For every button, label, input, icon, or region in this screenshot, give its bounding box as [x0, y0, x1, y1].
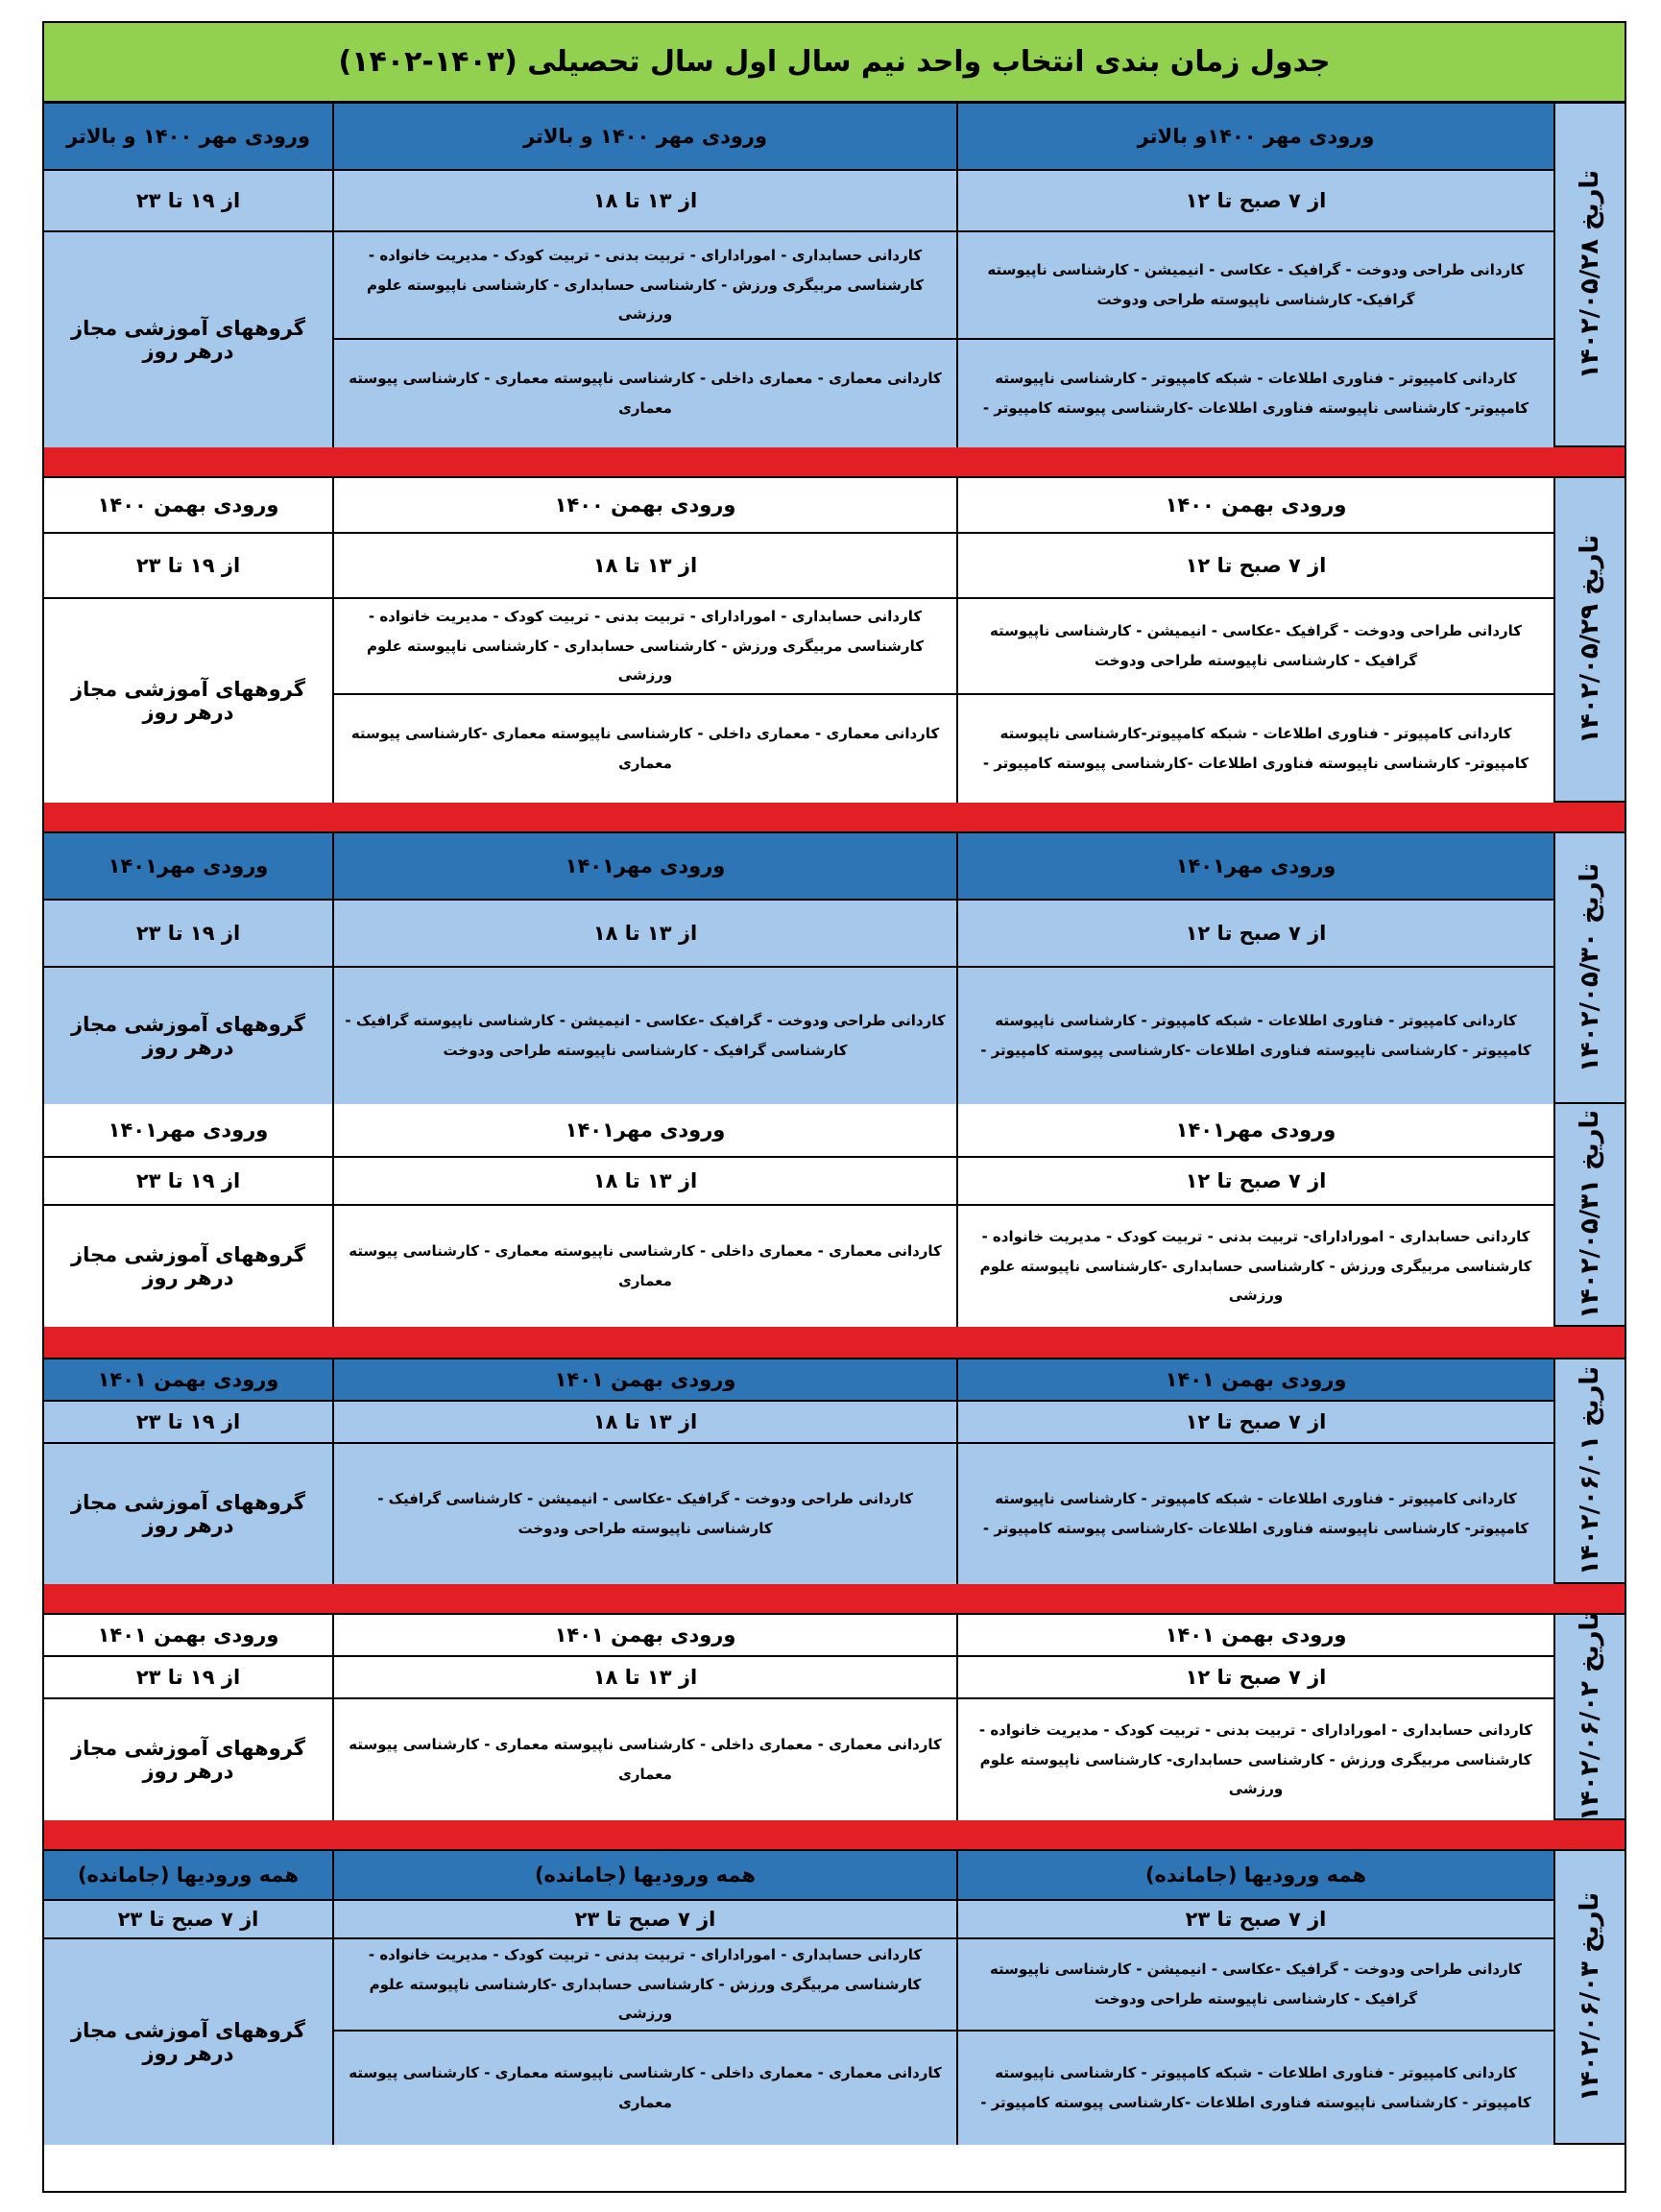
time-slot: از ۱۳ تا ۱۸ [332, 534, 956, 599]
intake-header: ورودی بهمن ۱۴۰۱ [44, 1615, 332, 1657]
intake-header: ورودی بهمن ۱۴۰۰ [44, 478, 332, 534]
red-separator [44, 1327, 1625, 1359]
time-slot: از ۱۳ تا ۱۸ [332, 901, 956, 968]
allowed-groups-label: گروههای آموزشی مجاز درهر روز [44, 232, 332, 447]
allowed-groups-label: گروههای آموزشی مجاز درهر روز [44, 1444, 332, 1584]
time-slot: از ۷ صبح تا ۱۲ [956, 1158, 1553, 1206]
allowed-groups-label: گروههای آموزشی مجاز درهر روز [44, 1206, 332, 1327]
schedule-section [44, 1104, 1625, 1327]
schedule-section [44, 104, 1625, 447]
intake-header: ورودی مهر۱۴۰۱ [332, 833, 956, 901]
section-date: تاریخ ۱۴۰۲/۰۵/۲۹ [1576, 535, 1604, 744]
date-column [1553, 478, 1625, 801]
schedule-section [44, 1612, 1625, 1821]
group-list: کاردانی طراحی ودوخت - گرافیک - عکاسی - انیمیشن - کارشناسی ناپیوسته گرافیک- کارشناسی ناپیوسته طراحی ودوخت [956, 232, 1553, 340]
schedule-section [44, 1359, 1625, 1584]
group-list: کاردانی طراحی ودوخت - گرافیک -عکاسی - انیمیشن - کارشناسی گرافیک - کارشناسی ناپیوسته طراحی ودوخت [332, 1444, 956, 1584]
section-date: تاریخ ۱۴۰۲/۰۶/۰۳ [1576, 1892, 1604, 2102]
group-list: کاردانی کامپیوتر - فناوری اطلاعات - شبکه کامپیوتر-کارشناسی ناپیوسته کامپیوتر- کارشناسی ناپیوسته فناوری اطلاعات -کارشناسی پیوسته کامپیوتر - [956, 695, 1553, 803]
intake-header: ورودی بهمن ۱۴۰۰ [332, 478, 956, 534]
section-grid [44, 478, 1553, 801]
red-separator [44, 1820, 1625, 1851]
group-list: کاردانی طراحی ودوخت - گرافیک -عکاسی - انیمیشن - کارشناسی ناپیوسته گرافیک - کارشناسی ناپیوسته طراحی ودوخت [956, 1939, 1553, 2032]
time-slot: از ۷ صبح تا ۲۳ [44, 1901, 332, 1939]
schedule-section [44, 1851, 1625, 2145]
intake-header: همه ورودیها (جامانده) [332, 1851, 956, 1901]
group-list: کاردانی حسابداری - امورادارای - تربیت بدنی - تربیت کودک - مدیریت خانواده - کارشناسی مربیگری ورزش - کارشناسی حسابداری - کارشناسی ناپیوسته علوم ورزشی [332, 599, 956, 695]
intake-header: همه ورودیها (جامانده) [44, 1851, 332, 1901]
section-date: تاریخ ۱۴۰۲/۰۵/۲۸ [1576, 170, 1604, 379]
section-grid [44, 104, 1553, 445]
group-list: کاردانی کامپیوتر - فناوری اطلاعات - شبکه کامپیوتر - کارشناسی ناپیوسته کامپیوتر- کارشناسی ناپیوسته فناوری اطلاعات -کارشناسی پیوسته کامپیوتر - [956, 340, 1553, 447]
group-list: کاردانی معماری - معماری داخلی - کارشناسی ناپیوسته معماری -کارشناسی پیوسته معماری [332, 695, 956, 803]
group-list: کاردانی حسابداری - امورادارای - تربیت بدنی - تربیت کودک - مدیریت خانواده - کارشناسی مربیگری ورزش - کارشناسی حسابداری- کارشناسی ناپیوسته علوم ورزشی [956, 1699, 1553, 1820]
red-separator [44, 1584, 1625, 1615]
time-slot: از ۷ صبح تا ۱۲ [956, 1402, 1553, 1444]
intake-header: ورودی بهمن ۱۴۰۱ [332, 1359, 956, 1402]
time-slot: از ۷ صبح تا ۲۳ [956, 1901, 1553, 1939]
group-list: کاردانی حسابداری - امورادارای- تربیت بدنی - تربیت کودک - مدیریت خانواده - کارشناسی مربیگری ورزش - کارشناسی حسابداری -کارشناسی ناپیوسته علوم ورزشی [956, 1206, 1553, 1327]
section-grid [44, 1851, 1553, 2143]
date-column [1553, 833, 1625, 1102]
intake-header: ورودی مهر۱۴۰۱ [44, 833, 332, 901]
time-slot: از ۱۹ تا ۲۳ [44, 1402, 332, 1444]
schedule-section [44, 478, 1625, 803]
intake-header: ورودی بهمن ۱۴۰۱ [44, 1359, 332, 1402]
group-list: کاردانی طراحی ودوخت - گرافیک -عکاسی - انیمیشن - کارشناسی ناپیوسته گرافیک - کارشناسی گرافیک - کارشناسی ناپیوسته طراحی ودوخت [332, 968, 956, 1104]
section-grid [44, 1104, 1553, 1325]
allowed-groups-label: گروههای آموزشی مجاز درهر روز [44, 1699, 332, 1820]
group-list: کاردانی معماری - معماری داخلی - کارشناسی ناپیوسته معماری - کارشناسی پیوسته معماری [332, 2032, 956, 2145]
time-slot: از ۱۳ تا ۱۸ [332, 1657, 956, 1699]
intake-header: ورودی بهمن ۱۴۰۱ [332, 1615, 956, 1657]
intake-header: ورودی مهر ۱۴۰۰ و بالاتر [332, 104, 956, 171]
intake-header: همه ورودیها (جامانده) [956, 1851, 1553, 1901]
time-slot: از ۷ صبح تا ۱۲ [956, 171, 1553, 232]
group-list: کاردانی طراحی ودوخت - گرافیک -عکاسی - انیمیشن - کارشناسی ناپیوسته گرافیک - کارشناسی ناپیوسته طراحی ودوخت [956, 599, 1553, 695]
intake-header: ورودی بهمن ۱۴۰۰ [956, 478, 1553, 534]
section-grid [44, 1615, 1553, 1818]
allowed-groups-label: گروههای آموزشی مجاز درهر روز [44, 1939, 332, 2145]
intake-header: ورودی مهر۱۴۰۱ [956, 833, 1553, 901]
group-list: کاردانی معماری - معماری داخلی - کارشناسی ناپیوسته معماری - کارشناسی پیوسته معماری [332, 340, 956, 447]
time-slot: از ۷ صبح تا ۱۲ [956, 534, 1553, 599]
date-column [1553, 1612, 1625, 1821]
group-list: کاردانی معماری - معماری داخلی - کارشناسی ناپیوسته معماری - کارشناسی پیوسته معماری [332, 1699, 956, 1820]
time-slot: از ۷ صبح تا ۱۲ [956, 1657, 1553, 1699]
allowed-groups-label: گروههای آموزشی مجاز درهر روز [44, 968, 332, 1104]
group-list: کاردانی کامپیوتر - فناوری اطلاعات - شبکه کامپیوتر - کارشناسی ناپیوسته کامپیوتر - کارشناسی ناپیوسته فناوری اطلاعات -کارشناسی پیوسته کامپیوتر - [956, 968, 1553, 1104]
section-date: تاریخ ۱۴۰۲/۰۶/۰۲ [1576, 1612, 1604, 1821]
intake-header: ورودی مهر ۱۴۰۰و بالاتر [956, 104, 1553, 171]
date-column [1553, 1359, 1625, 1582]
date-column [1553, 104, 1625, 445]
date-column [1553, 1851, 1625, 2143]
time-slot: از ۱۹ تا ۲۳ [44, 1657, 332, 1699]
time-slot: از ۱۹ تا ۲۳ [44, 534, 332, 599]
schedule-table [42, 21, 1626, 2193]
allowed-groups-label: گروههای آموزشی مجاز درهر روز [44, 599, 332, 803]
time-slot: از ۷ صبح تا ۱۲ [956, 901, 1553, 968]
group-list: کاردانی کامپیوتر - فناوری اطلاعات - شبکه کامپیوتر - کارشناسی ناپیوسته کامپیوتر - کارشناسی ناپیوسته فناوری اطلاعات -کارشناسی پیوسته کامپیوتر - [956, 2032, 1553, 2145]
intake-header: ورودی مهر ۱۴۰۰ و بالاتر [44, 104, 332, 171]
intake-header: ورودی بهمن ۱۴۰۱ [956, 1359, 1553, 1402]
time-slot: از ۱۹ تا ۲۳ [44, 901, 332, 968]
time-slot: از ۱۹ تا ۲۳ [44, 1158, 332, 1206]
time-slot: از ۱۹ تا ۲۳ [44, 171, 332, 232]
intake-header: ورودی مهر۱۴۰۱ [956, 1104, 1553, 1158]
section-date: تاریخ ۱۴۰۲/۰۵/۳۰ [1576, 863, 1604, 1072]
section-date: تاریخ ۱۴۰۲/۰۶/۰۱ [1576, 1366, 1604, 1575]
page-title: جدول زمان بندی انتخاب واحد نیم سال اول سال تحصیلی (۱۴۰۳-۱۴۰۲) [44, 23, 1625, 104]
time-slot: از ۷ صبح تا ۲۳ [332, 1901, 956, 1939]
intake-header: ورودی مهر۱۴۰۱ [44, 1104, 332, 1158]
time-slot: از ۱۳ تا ۱۸ [332, 171, 956, 232]
red-separator [44, 447, 1625, 478]
group-list: کاردانی حسابداری - امورادارای - تربیت بدنی - تربیت کودک - مدیریت خانواده - کارشناسی مربیگری ورزش - کارشناسی حسابداری - کارشناسی ناپیوسته علوم ورزشی [332, 232, 956, 340]
section-grid [44, 833, 1553, 1102]
group-list: کاردانی حسابداری - امورادارای - تربیت بدنی - تربیت کودک - مدیریت خانواده - کارشناسی مربیگری ورزش - کارشناسی حسابداری -کارشناسی ناپیوسته علوم ورزشی [332, 1939, 956, 2032]
intake-header: ورودی بهمن ۱۴۰۱ [956, 1615, 1553, 1657]
schedule-section [44, 833, 1625, 1104]
intake-header: ورودی مهر۱۴۰۱ [332, 1104, 956, 1158]
group-list: کاردانی معماری - معماری داخلی - کارشناسی ناپیوسته معماری - کارشناسی پیوسته معماری [332, 1206, 956, 1327]
time-slot: از ۱۳ تا ۱۸ [332, 1158, 956, 1206]
red-separator [44, 803, 1625, 833]
section-date: تاریخ ۱۴۰۲/۰۵/۳۱ [1576, 1110, 1604, 1319]
date-column [1553, 1104, 1625, 1325]
time-slot: از ۱۳ تا ۱۸ [332, 1402, 956, 1444]
section-grid [44, 1359, 1553, 1582]
group-list: کاردانی کامپیوتر - فناوری اطلاعات - شبکه کامپیوتر - کارشناسی ناپیوسته کامپیوتر- کارشناسی ناپیوسته فناوری اطلاعات -کارشناسی پیوسته کامپیوتر - [956, 1444, 1553, 1584]
